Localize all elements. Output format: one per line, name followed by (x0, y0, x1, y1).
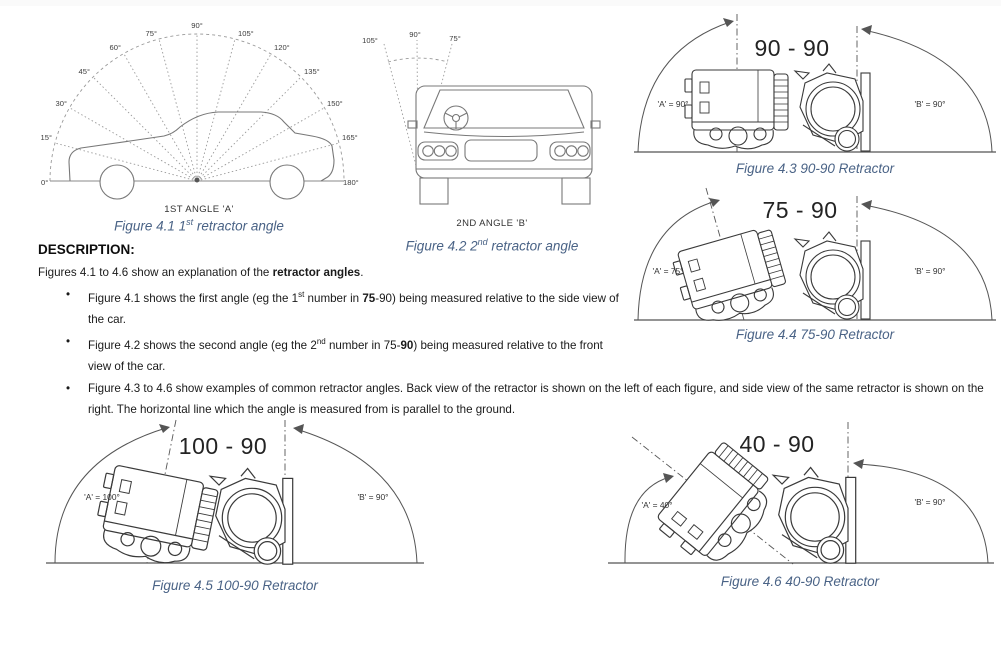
angle-arc-right (856, 464, 988, 563)
angle-rays (50, 34, 344, 181)
fig45-angle-a: 'A' = 100° (84, 492, 120, 502)
fig44-angle-a: 'A' = 75° (652, 266, 684, 276)
svg-text:90°: 90° (409, 30, 421, 39)
description-intro: Figures 4.1 to 4.6 show an explanation of the retractor angles. (38, 266, 364, 279)
fig43-caption: Figure 4.3 90-90 Retractor (735, 161, 895, 176)
fig41-caption: Figure 4.1 1st retractor angle (114, 217, 284, 234)
fig42-axis-label: 2ND ANGLE 'B' (456, 218, 528, 229)
figure-4-2 (352, 28, 632, 254)
svg-text:45°: 45° (78, 67, 90, 76)
fig46-caption: Figure 4.6 40-90 Retractor (720, 574, 880, 589)
retractor-90-90-drawing (630, 12, 1000, 159)
svg-text:165°: 165° (342, 133, 358, 142)
figure-4-5 (40, 420, 430, 593)
car-wheel-front (100, 165, 134, 199)
fig46-angle-b: 'B' = 90° (914, 497, 946, 507)
description-section (38, 242, 993, 421)
svg-text:105°: 105° (238, 29, 254, 38)
svg-text:75°: 75° (145, 29, 157, 38)
fig45-title: 100 - 90 (178, 433, 268, 459)
protractor-car-side-drawing (40, 12, 358, 204)
fig46-angle-a: 'A' = 40° (641, 500, 673, 510)
bullet-figure-4-1: • Figure 4.1 shows the first angle (eg the 1st number in 75-90) being measured relative to the side view of the car. (66, 288, 619, 327)
svg-text:90°: 90° (191, 21, 203, 30)
bullet-figure-4-2: • Figure 4.2 shows the second angle (eg the 2nd number in 75-90) being measured relative to the front view of the car. (66, 334, 603, 374)
angle-arc-right (864, 30, 992, 152)
svg-text:75°: 75° (449, 34, 461, 43)
svg-text:15°: 15° (40, 133, 52, 142)
car-wheel-rear (270, 165, 304, 199)
fig43-title: 90 - 90 (754, 35, 830, 61)
figure-4-1 (40, 12, 358, 234)
fig43-angle-a: 'A' = 90° (657, 99, 689, 109)
svg-text:150°: 150° (327, 99, 343, 108)
svg-text:105°: 105° (362, 36, 378, 45)
tire-right (562, 178, 590, 204)
tire-left (420, 178, 448, 204)
angle-tick-labels (362, 30, 461, 45)
fig44-caption: Figure 4.4 75-90 Retractor (735, 327, 895, 342)
scan-artifact-top (0, 0, 1001, 6)
fig41-axis-label: 1ST ANGLE 'A' (164, 204, 234, 215)
figure-4-6 (600, 418, 1000, 589)
angle-arc-right (296, 429, 417, 563)
retractor-100-90-drawing (40, 420, 430, 570)
svg-text:135°: 135° (304, 67, 320, 76)
fig42-caption: Figure 4.2 2nd retractor angle (405, 237, 579, 254)
angle-tick-labels (41, 21, 359, 187)
car-front-drawing (352, 28, 632, 212)
car-front-outline (408, 86, 600, 204)
description-heading: DESCRIPTION: (38, 242, 135, 257)
fig45-caption: Figure 4.5 100-90 Retractor (152, 578, 318, 593)
fig46-title: 40 - 90 (739, 431, 815, 457)
fig43-angle-b: 'B' = 90° (914, 99, 946, 109)
figure-4-3 (630, 12, 1000, 176)
fig44-angle-b: 'B' = 90° (914, 266, 946, 276)
fig45-angle-b: 'B' = 90° (357, 492, 389, 502)
svg-text:120°: 120° (274, 43, 290, 52)
svg-text:0°: 0° (41, 178, 49, 187)
retractor-40-90-drawing (600, 418, 1000, 568)
svg-text:60°: 60° (109, 43, 121, 52)
bullet-figures-4-3-to-4-6: • Figure 4.3 to 4.6 show examples of common retractor angles. Back view of the retractor is shown on the left of each figure, and side view of the same retractor is shown on the right. The horizontal line which the angle is measured from is parallel to the ground. (66, 381, 984, 417)
fig44-title: 75 - 90 (762, 197, 838, 223)
svg-text:180°: 180° (343, 178, 359, 187)
svg-text:30°: 30° (55, 99, 67, 108)
